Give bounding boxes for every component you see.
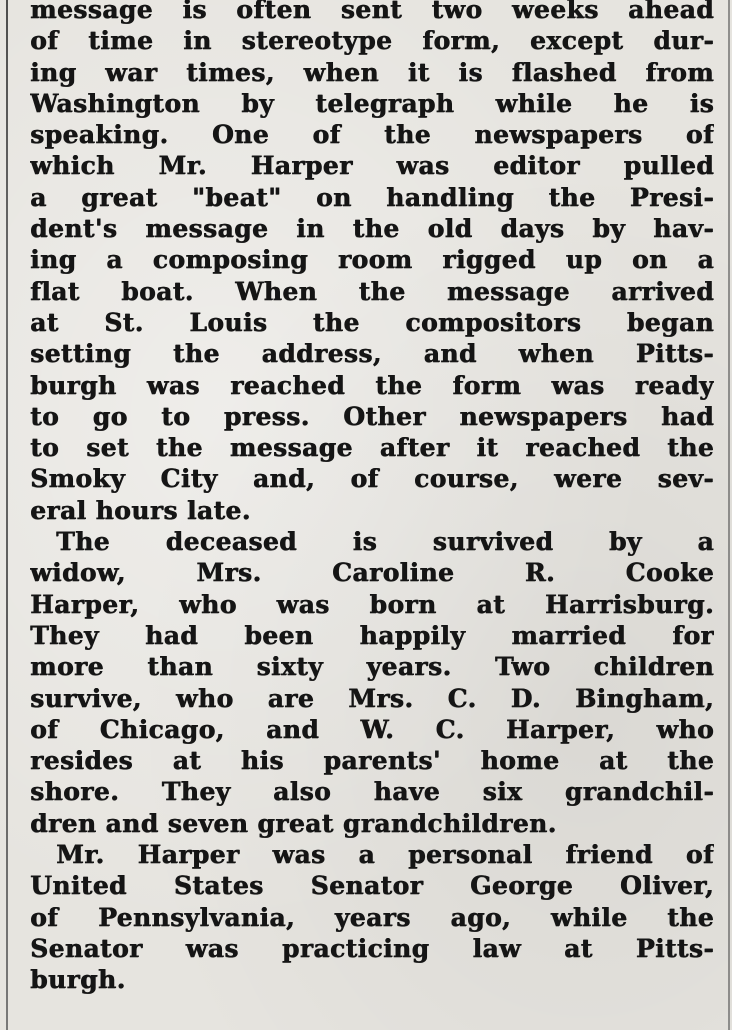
text-line: Senator was practicing law at Pitts-	[30, 933, 714, 963]
text-line: ing war times, when it is flashed from	[30, 57, 714, 87]
text-line: survive, who are Mrs. C. D. Bingham,	[30, 683, 714, 713]
text-line: dent's message in the old days by hav-	[30, 214, 714, 244]
text-line: to set the message after it reached the	[30, 433, 714, 463]
text-line: burgh.	[30, 965, 126, 995]
text-line: setting the address, and when Pitts-	[30, 339, 714, 369]
text-line: They had been happily married for	[30, 620, 714, 650]
text-line: to go to press. Other newspapers had	[30, 401, 714, 431]
text-line: Smoky City and, of course, were sev-	[30, 464, 714, 494]
text-line: resides at his parents' home at the	[30, 746, 714, 776]
text-line: of Pennsylvania, years ago, while the	[30, 902, 714, 932]
text-line: dren and seven great grandchildren.	[30, 808, 557, 838]
text-line: more than sixty years. Two children	[30, 652, 714, 682]
text-line: which Mr. Harper was editor pulled	[30, 151, 714, 181]
text-line: of time in stereotype form, except dur-	[30, 26, 714, 56]
text-line: burgh was reached the form was ready	[30, 370, 714, 400]
article-column	[30, 0, 714, 996]
text-line: eral hours late.	[30, 495, 251, 525]
column-rule-right	[728, 0, 730, 1030]
text-line: ing a composing room rigged up on a	[30, 245, 714, 275]
text-line: shore. They also have six grandchil-	[30, 777, 714, 807]
text-line: Mr. Harper was a personal friend of	[56, 840, 714, 870]
text-line: Harper, who was born at Harrisburg.	[30, 589, 714, 619]
text-line: a great "beat" on handling the Presi-	[30, 182, 714, 212]
text-line: widow, Mrs. Caroline R. Cooke	[30, 558, 714, 588]
text-line: message is often sent two weeks ahead	[30, 0, 714, 24]
text-line: Washington by telegraph while he is	[30, 88, 714, 118]
text-line: of Chicago, and W. C. Harper, who	[30, 714, 714, 744]
text-line: United States Senator George Oliver,	[30, 871, 714, 901]
text-line: at St. Louis the compositors began	[30, 307, 714, 337]
text-line: speaking. One of the newspapers of	[30, 120, 714, 150]
column-rule-left	[6, 0, 8, 1030]
text-line: flat boat. When the message arrived	[30, 276, 714, 306]
text-line: The deceased is survived by a	[56, 527, 714, 557]
